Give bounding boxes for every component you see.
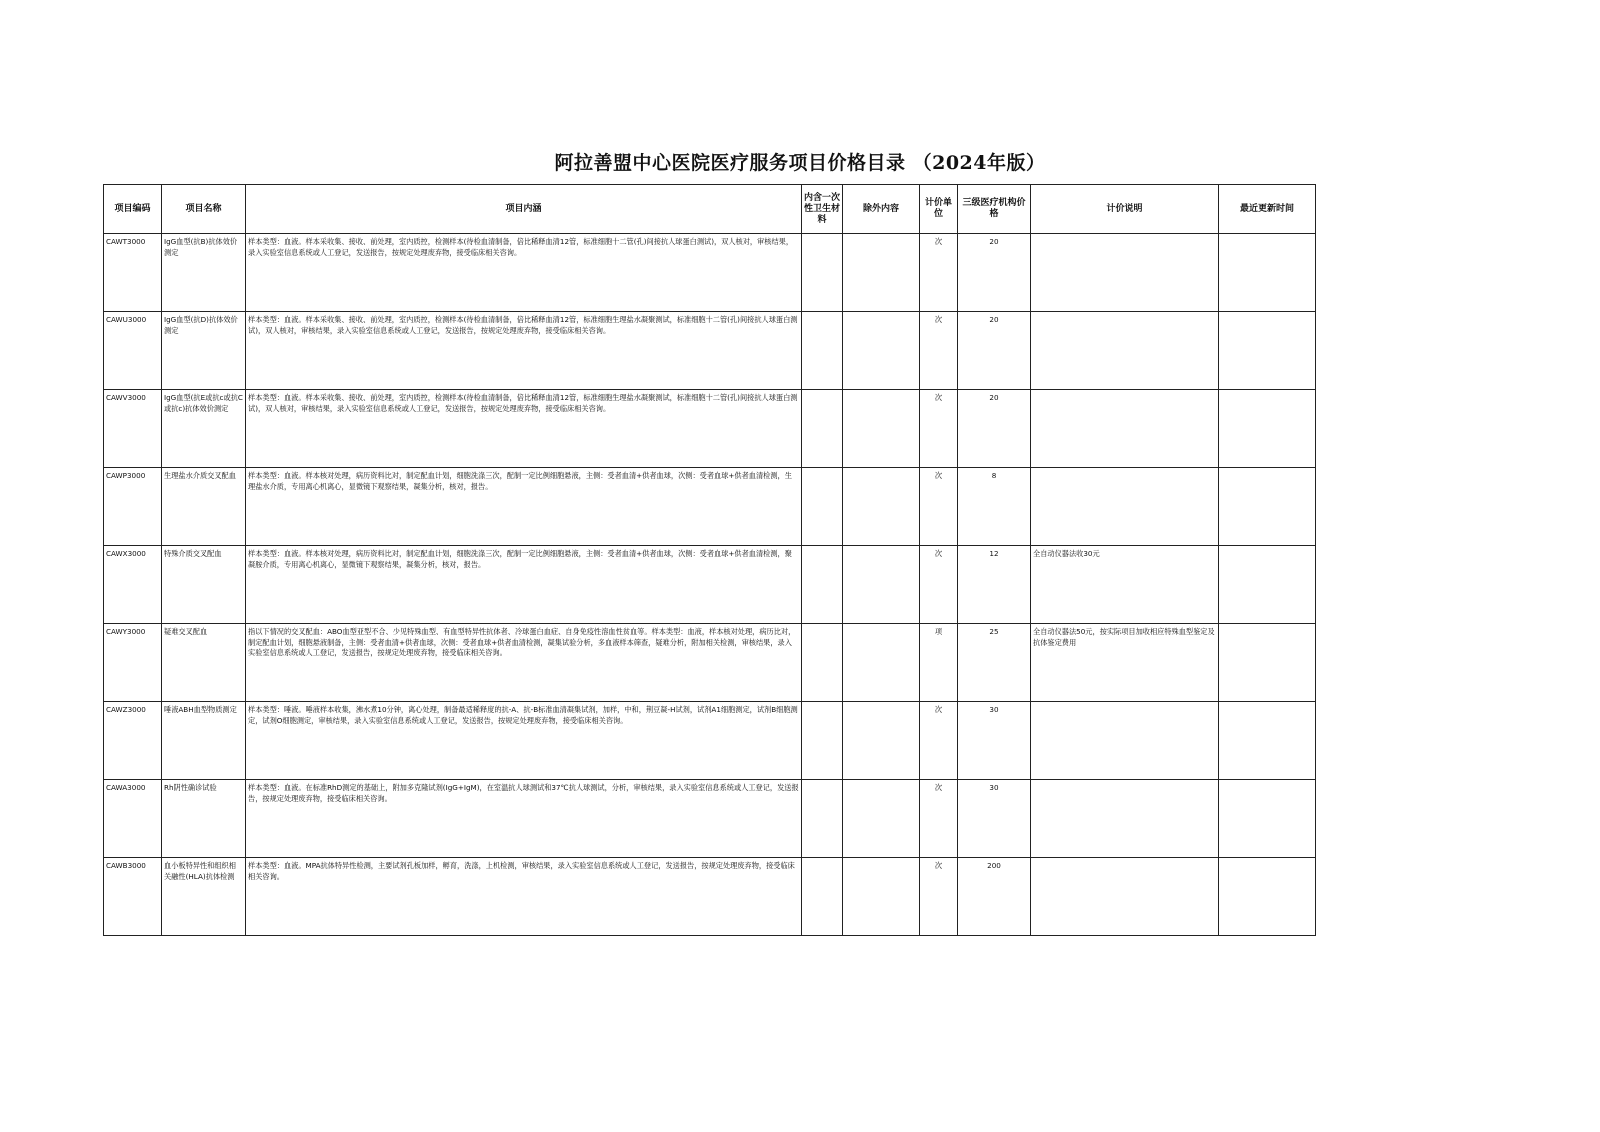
item-excluded: [843, 468, 920, 546]
item-price: 20: [958, 390, 1031, 468]
item-updated-time: [1219, 468, 1316, 546]
item-excluded: [843, 780, 920, 858]
item-unit: 次: [920, 234, 958, 312]
item-pricing-note: [1031, 780, 1219, 858]
item-code: CAWY3000: [104, 624, 162, 702]
item-price: 30: [958, 780, 1031, 858]
item-price: 25: [958, 624, 1031, 702]
header-code: 项目编码: [104, 185, 162, 234]
item-content: 样本类型：血液。样本核对处理，病历资料比对，制定配血计划，细胞洗涤三次，配制一定比例细胞悬液，主侧：受者血清+供者血球，次侧：受者血球+供者血清检测，生理盐水介质，专用离心机离心，显微镜下观察结果，凝集分析，核对，报告。: [246, 468, 802, 546]
item-code: CAWZ3000: [104, 702, 162, 780]
item-updated-time: [1219, 702, 1316, 780]
header-desc: 计价说明: [1031, 185, 1219, 234]
item-excluded: [843, 312, 920, 390]
table-body: [104, 234, 1316, 936]
item-content: 样本类型：血液。样本采收集、接收、前处理，室内质控，检测样本(待检血清制备，倍比稀释血清12管，标准细胞十二管(孔)间接抗人球蛋白测试)，双人核对，审核结果，录入实验室信息系统或人工登记，发送报告，按规定处理废弃物，接受临床相关咨询。: [246, 234, 802, 312]
item-content: 样本类型：血液。MPA抗体特异性检测，主要试剂孔板加样，孵育，洗涤，上机检测，审核结果，录入实验室信息系统或人工登记，发送报告，按规定处理废弃物，接受临床相关咨询。: [246, 858, 802, 936]
item-price: 20: [958, 312, 1031, 390]
item-name: 血小板特异性和组织相关融性(HLA)抗体检测: [162, 858, 246, 936]
item-unit: 次: [920, 468, 958, 546]
item-excluded: [843, 858, 920, 936]
item-code: CAWB3000: [104, 858, 162, 936]
item-name: 特殊介质交叉配血: [162, 546, 246, 624]
item-code: CAWA3000: [104, 780, 162, 858]
table-row: [104, 468, 1316, 546]
header-unit: 计价单位: [920, 185, 958, 234]
header-price: 三级医疗机构价格: [958, 185, 1031, 234]
item-updated-time: [1219, 858, 1316, 936]
header-name: 项目名称: [162, 185, 246, 234]
item-content: 样本类型：血液。在标准RhD测定的基础上，附加多克隆试剂(IgG+IgM)，在室温抗人球测试和37℃抗人球测试，分析，审核结果，录入实验室信息系统或人工登记，发送报告，按规定处理废弃物，接受临床相关咨询。: [246, 780, 802, 858]
item-unit: 项: [920, 624, 958, 702]
item-unit: 次: [920, 858, 958, 936]
item-material: [802, 468, 843, 546]
item-material: [802, 702, 843, 780]
item-excluded: [843, 234, 920, 312]
item-content: 样本类型：唾液。唾液样本收集，沸水煮10分钟，离心处理，制备最适稀释度的抗-A、抗-B标准血清凝集试剂，加样，中和，荆豆凝-H试剂，试剂A1细胞测定，试剂B细胞测定，试剂O细胞测定，审核结果，录入实验室信息系统或人工登记，发送报告，按规定处理废弃物，接受临床相关咨询。: [246, 702, 802, 780]
header-excluded: 除外内容: [843, 185, 920, 234]
item-price: 20: [958, 234, 1031, 312]
item-price: 12: [958, 546, 1031, 624]
item-excluded: [843, 702, 920, 780]
item-name: Rh阴性确诊试验: [162, 780, 246, 858]
item-updated-time: [1219, 312, 1316, 390]
item-price: 8: [958, 468, 1031, 546]
item-excluded: [843, 546, 920, 624]
item-excluded: [843, 624, 920, 702]
item-code: CAWP3000: [104, 468, 162, 546]
table-row: [104, 234, 1316, 312]
item-code: CAWT3000: [104, 234, 162, 312]
item-material: [802, 234, 843, 312]
item-excluded: [843, 390, 920, 468]
item-pricing-note: [1031, 312, 1219, 390]
item-updated-time: [1219, 624, 1316, 702]
table-row: [104, 624, 1316, 702]
item-unit: 次: [920, 780, 958, 858]
table-row: [104, 312, 1316, 390]
item-pricing-note: 全自动仪器法50元，按实际项目加收相应特殊血型鉴定及抗体鉴定费用: [1031, 624, 1219, 702]
item-name: IgG血型(抗B)抗体效价测定: [162, 234, 246, 312]
item-name: 生理盐水介质交叉配血: [162, 468, 246, 546]
item-material: [802, 624, 843, 702]
header-content: 项目内涵: [246, 185, 802, 234]
item-pricing-note: [1031, 468, 1219, 546]
item-unit: 次: [920, 546, 958, 624]
item-name: IgG血型(抗E或抗c或抗C或抗c)抗体效价测定: [162, 390, 246, 468]
item-name: 唾液ABH血型物质测定: [162, 702, 246, 780]
item-content: 样本类型：血液。样本采收集、接收、前处理，室内质控，检测样本(待检血清制备，倍比稀释血清12管，标准细胞生理盐水凝聚测试，标准细胞十二管(孔)间接抗人球蛋白测试)，双人核对，审核结果，录入实验室信息系统或人工登记，发送报告，按规定处理废弃物，接受临床相关咨询。: [246, 312, 802, 390]
item-unit: 次: [920, 702, 958, 780]
header-row: [104, 185, 1316, 234]
item-name: IgG血型(抗D)抗体效价测定: [162, 312, 246, 390]
item-content: 指以下情况的交叉配血：ABO血型亚型不合、少见特殊血型、有血型特异性抗体者、冷球蛋白血症、自身免疫性溶血性贫血等。样本类型：血液，样本核对处理，病历比对，制定配血计划，细胞悬液制备，主侧：受者血清+供者血球，次侧：受者血球+供者血清检测，凝集试验分析，多血液样本筛查，疑难分析，附加相关检测，审核结果，录入实验室信息系统或人工登记，发送报告，按规定处理废弃物，接受临床相关咨询。: [246, 624, 802, 702]
item-material: [802, 312, 843, 390]
item-updated-time: [1219, 546, 1316, 624]
item-unit: 次: [920, 312, 958, 390]
header-material: 内含一次性卫生材料: [802, 185, 843, 234]
item-code: CAWU3000: [104, 312, 162, 390]
item-updated-time: [1219, 390, 1316, 468]
header-updated: 最近更新时间: [1219, 185, 1316, 234]
item-price: 30: [958, 702, 1031, 780]
item-code: CAWX3000: [104, 546, 162, 624]
item-content: 样本类型：血液。样本核对处理，病历资料比对，制定配血计划，细胞洗涤三次，配制一定比例细胞悬液，主侧：受者血清+供者血球，次侧：受者血球+供者血清检测，聚凝胺介质，专用离心机离心，显微镜下观察结果，凝集分析，核对，报告。: [246, 546, 802, 624]
table-row: [104, 546, 1316, 624]
table-row: [104, 780, 1316, 858]
item-material: [802, 858, 843, 936]
item-updated-time: [1219, 780, 1316, 858]
item-pricing-note: [1031, 234, 1219, 312]
page-title: 阿拉善盟中心医院医疗服务项目价格目录 （2024年版）: [554, 152, 1046, 174]
item-content: 样本类型：血液。样本采收集、接收、前处理，室内质控，检测样本(待检血清制备，倍比稀释血清12管，标准细胞生理盐水凝聚测试，标准细胞十二管(孔)间接抗人球蛋白测试)，双人核对，审核结果，录入实验室信息系统或人工登记，发送报告，按规定处理废弃物，接受临床相关咨询。: [246, 390, 802, 468]
price-table: [103, 184, 1316, 936]
item-pricing-note: [1031, 390, 1219, 468]
item-unit: 次: [920, 390, 958, 468]
item-pricing-note: 全自动仪器法收30元: [1031, 546, 1219, 624]
item-pricing-note: [1031, 702, 1219, 780]
item-updated-time: [1219, 234, 1316, 312]
item-name: 疑难交叉配血: [162, 624, 246, 702]
item-code: CAWV3000: [104, 390, 162, 468]
table-row: [104, 390, 1316, 468]
table-row: [104, 858, 1316, 936]
table-row: [104, 702, 1316, 780]
item-pricing-note: [1031, 858, 1219, 936]
item-material: [802, 390, 843, 468]
item-material: [802, 546, 843, 624]
item-price: 200: [958, 858, 1031, 936]
item-material: [802, 780, 843, 858]
